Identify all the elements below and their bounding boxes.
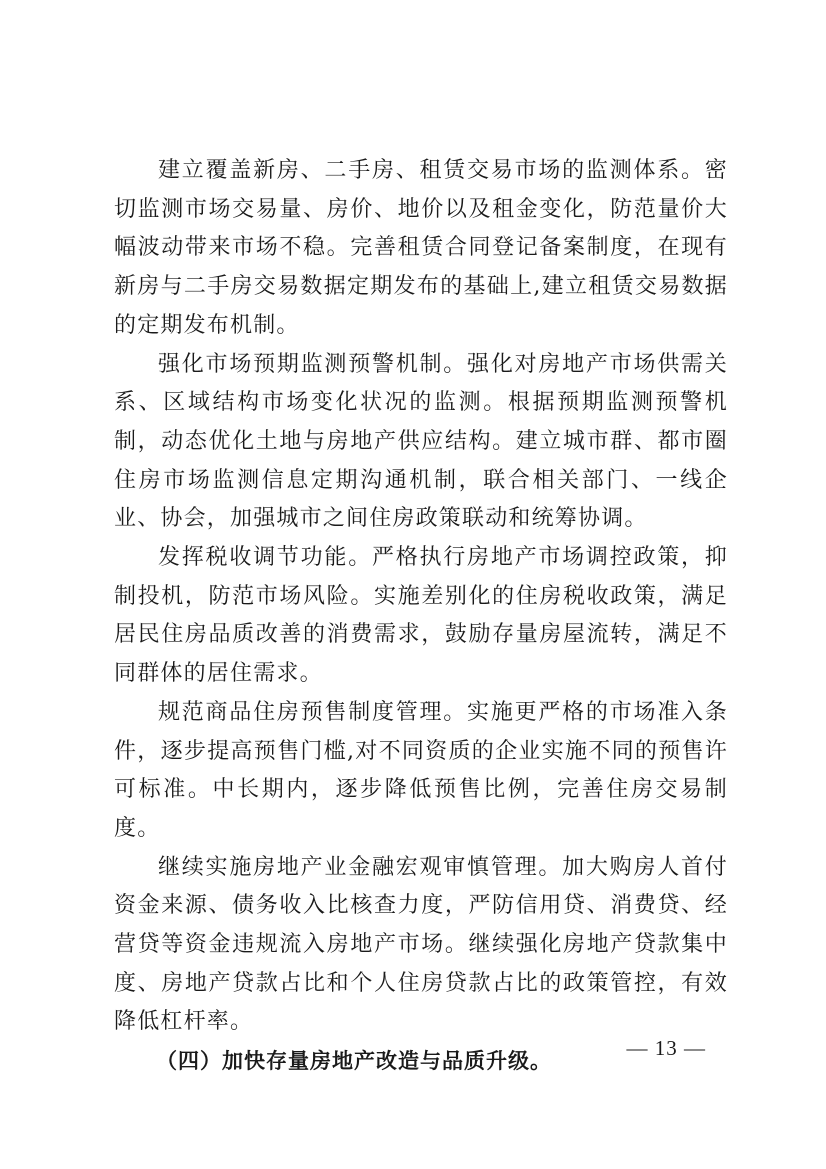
- paragraph-financial-prudence: 继续实施房地产业金融宏观审慎管理。加大购房人首付资金来源、债务收入比核查力度，严防信用贷、消费贷、经营贷等资金违规流入房地产市场。继续强化房地产贷款集中度、房地产贷款占比和个人住房贷款占比的政策管控，有效降低杠杆率。: [114, 854, 728, 1035]
- paragraph-presale-management: 规范商品住房预售制度管理。实施更严格的市场准入条件，逐步提高预售门槛,对不同资质的企业实施不同的预售许可标准。中长期内，逐步降低预售比例，完善住房交易制度。: [114, 699, 728, 841]
- paragraph-expectation-warning: 强化市场预期监测预警机制。强化对房地产市场供需关系、区域结构市场变化状况的监测。根据预期监测预警机制，动态优化土地与房地产供应结构。建立城市群、都市圈住房市场监测信息定期沟通机制，联合相关部门、一线企业、协会，加强城市之间住房政策联动和统筹协调。: [114, 351, 728, 532]
- section-heading: （四）加快存量房地产改造与品质升级。: [156, 1049, 552, 1074]
- paragraph-monitoring-system: 建立覆盖新房、二手房、租赁交易市场的监测体系。密切监测市场交易量、房价、地价以及租金变化，防范量价大幅波动带来市场不稳。完善租赁合同登记备案制度，在现有新房与二手房交易数据定期发布的基础上,建立租赁交易数据的定期发布机制。: [114, 158, 728, 338]
- page-number: — 13 —: [626, 1036, 706, 1060]
- document-body: [114, 152, 728, 1081]
- paragraph-tax-regulation: 发挥税收调节功能。严格执行房地产市场调控政策，抑制投机，防范市场风险。实施差别化的住房税收政策，满足居民住房品质改善的消费需求，鼓励存量房屋流转，满足不同群体的居住需求。: [114, 545, 728, 687]
